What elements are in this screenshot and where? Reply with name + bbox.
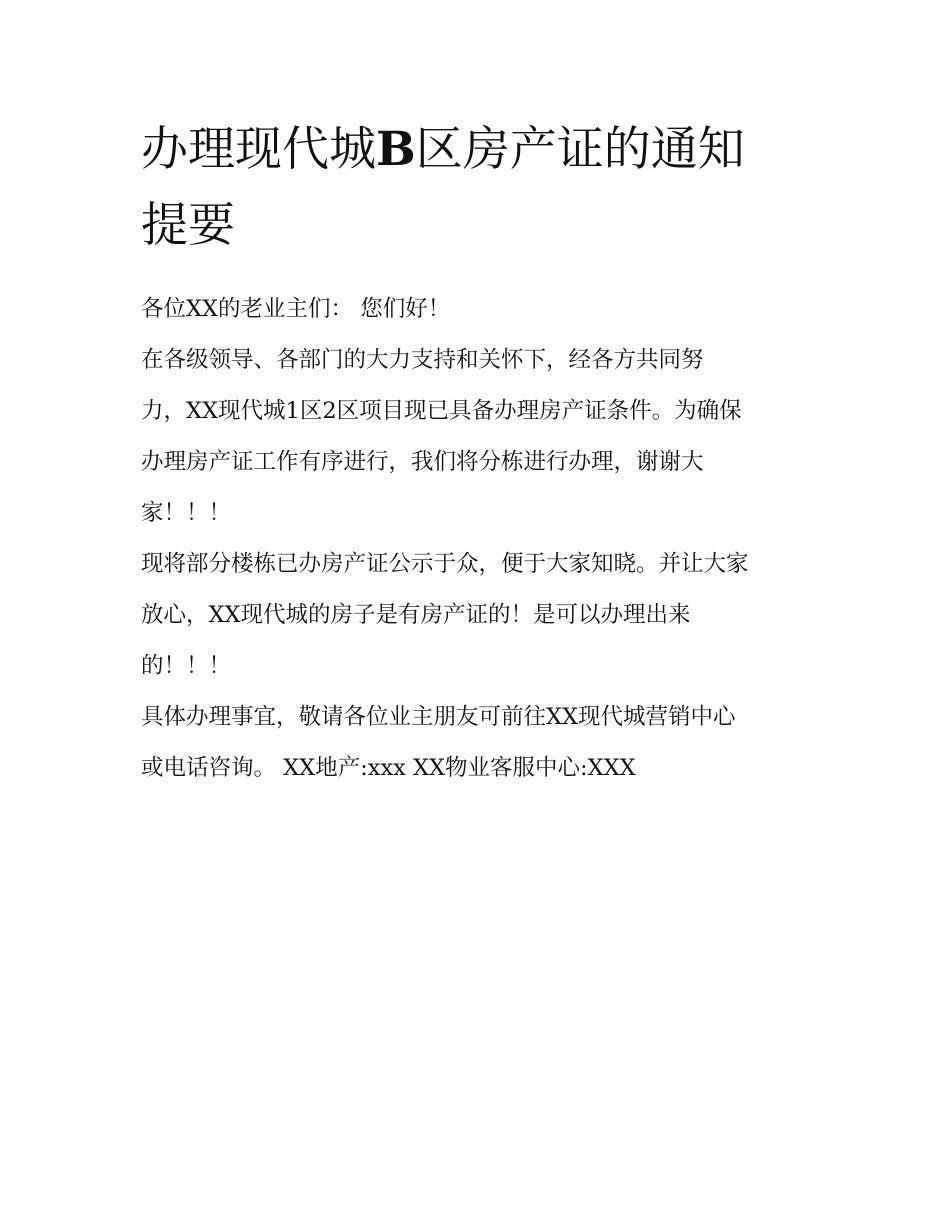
- paragraph-line: 家！！！: [141, 500, 232, 526]
- paragraph-line: 具体办理事宜，敬请各位业主朋友可前往XX现代城营销中心: [141, 704, 736, 730]
- paragraph-line: 力，XX现代城1区2区项目现已具备办理房产证条件。为确保: [141, 398, 742, 424]
- title-text-line2: 提要: [141, 198, 235, 253]
- paragraph-line: 的！！！: [141, 653, 232, 679]
- paragraph-line: 或电话咨询。 XX地产:xxx XX物业客服中心:XXX: [141, 755, 636, 781]
- paragraph-line: 在各级领导、各部门的大力支持和关怀下，经各方共同努: [141, 347, 704, 373]
- paragraph-line: 放心，XX现代城的房子是有房产证的！是可以办理出来: [141, 602, 691, 628]
- title-text-bold: B: [376, 122, 416, 177]
- document-content: [141, 112, 831, 794]
- paragraph-line: 现将部分楼栋已办房产证公示于众，便于大家知晓。并让大家: [141, 551, 749, 577]
- document-body: [141, 284, 831, 794]
- title-text-part1: 办理现代城: [141, 122, 376, 177]
- paragraph-line: 办理房产证工作有序进行，我们将分栋进行办理，谢谢大: [141, 449, 704, 475]
- paragraph-publicity: [141, 539, 831, 692]
- document-title: [141, 112, 831, 264]
- paragraph-announcement: [141, 335, 831, 539]
- paragraph-contact: [141, 692, 831, 794]
- paragraph-greeting: [141, 284, 831, 335]
- title-text-part2: 区房产证的通知: [415, 122, 745, 177]
- paragraph-line: 各位XX的老业主们： 您们好！: [141, 296, 451, 322]
